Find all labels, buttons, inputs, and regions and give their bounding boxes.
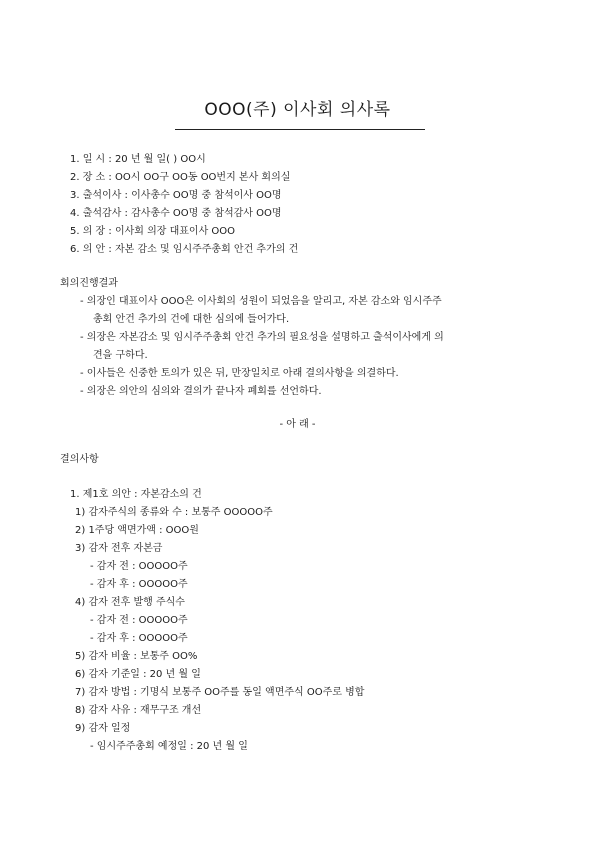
resolution-subline: - 임시주주총회 예정일 : 20 년 월 일 xyxy=(90,741,248,752)
header-item-date: 1. 일 시 : 20 년 월 일( ) OO시 xyxy=(70,154,206,165)
resolutions-heading: 결의사항 xyxy=(60,454,99,465)
resolution-subline: - 감자 후 : OOOOO주 xyxy=(90,579,188,590)
proceedings-line: 견을 구하다. xyxy=(93,350,148,361)
resolution-line: 7) 감자 방법 : 기명식 보통주 OO주를 동일 액면주식 OO주로 병합 xyxy=(75,687,365,698)
resolution-line: 2) 1주당 액면가액 : OOO원 xyxy=(75,525,199,536)
resolution-line: 8) 감자 사유 : 재무구조 개선 xyxy=(75,705,202,716)
header-item-auditors: 4. 출석감사 : 감사총수 OO명 중 참석감사 OO명 xyxy=(70,208,282,219)
proceedings-line: - 의장은 자본감소 및 임시주주총회 안건 추가의 필요성을 설명하고 출석이사에게 의 xyxy=(80,332,444,343)
resolution-item-title: 1. 제1호 의안 : 자본감소의 건 xyxy=(70,489,202,500)
header-item-directors: 3. 출석이사 : 이사총수 OO명 중 참석이사 OO명 xyxy=(70,190,282,201)
proceedings-line: - 의장인 대표이사 OOO은 이사회의 성원이 되었음을 알리고, 자본 감소와 임시주주 xyxy=(80,296,442,307)
proceedings-line: - 이사들은 신중한 토의가 있은 뒤, 만장일치로 아래 결의사항을 의결하다. xyxy=(80,368,399,379)
resolution-subline: - 감자 전 : OOOOO주 xyxy=(90,561,188,572)
proceedings-line: 총회 안건 추가의 건에 대한 심의에 들어가다. xyxy=(93,314,290,325)
resolution-subline: - 감자 후 : OOOOO주 xyxy=(90,633,188,644)
resolution-line: 3) 감자 전후 자본금 xyxy=(75,543,163,554)
header-item-agenda: 6. 의 안 : 자본 감소 및 임시주주총회 안건 추가의 건 xyxy=(70,244,299,255)
resolution-line: 5) 감자 비율 : 보통주 OO% xyxy=(75,651,198,662)
document-title: OOO(주) 이사회 의사록 xyxy=(204,100,391,120)
resolution-line: 4) 감자 전후 발행 주식수 xyxy=(75,597,185,608)
header-item-chair: 5. 의 장 : 이사회 의장 대표이사 OOO xyxy=(70,226,236,237)
title-underline xyxy=(175,129,425,130)
resolution-subline: - 감자 전 : OOOOO주 xyxy=(90,615,188,626)
resolution-line: 9) 감자 일정 xyxy=(75,723,131,734)
header-item-place: 2. 장 소 : OO시 OO구 OO동 OO번지 본사 회의실 xyxy=(70,172,291,183)
resolution-line: 6) 감자 기준일 : 20 년 월 일 xyxy=(75,669,201,680)
proceedings-line: - 의장은 의안의 심의와 결의가 끝나자 폐회를 선언하다. xyxy=(80,386,322,397)
proceedings-heading: 회의진행결과 xyxy=(60,278,118,289)
below-marker: - 아 래 - xyxy=(279,419,316,430)
resolution-line: 1) 감자주식의 종류와 수 : 보통주 OOOOO주 xyxy=(75,507,273,518)
